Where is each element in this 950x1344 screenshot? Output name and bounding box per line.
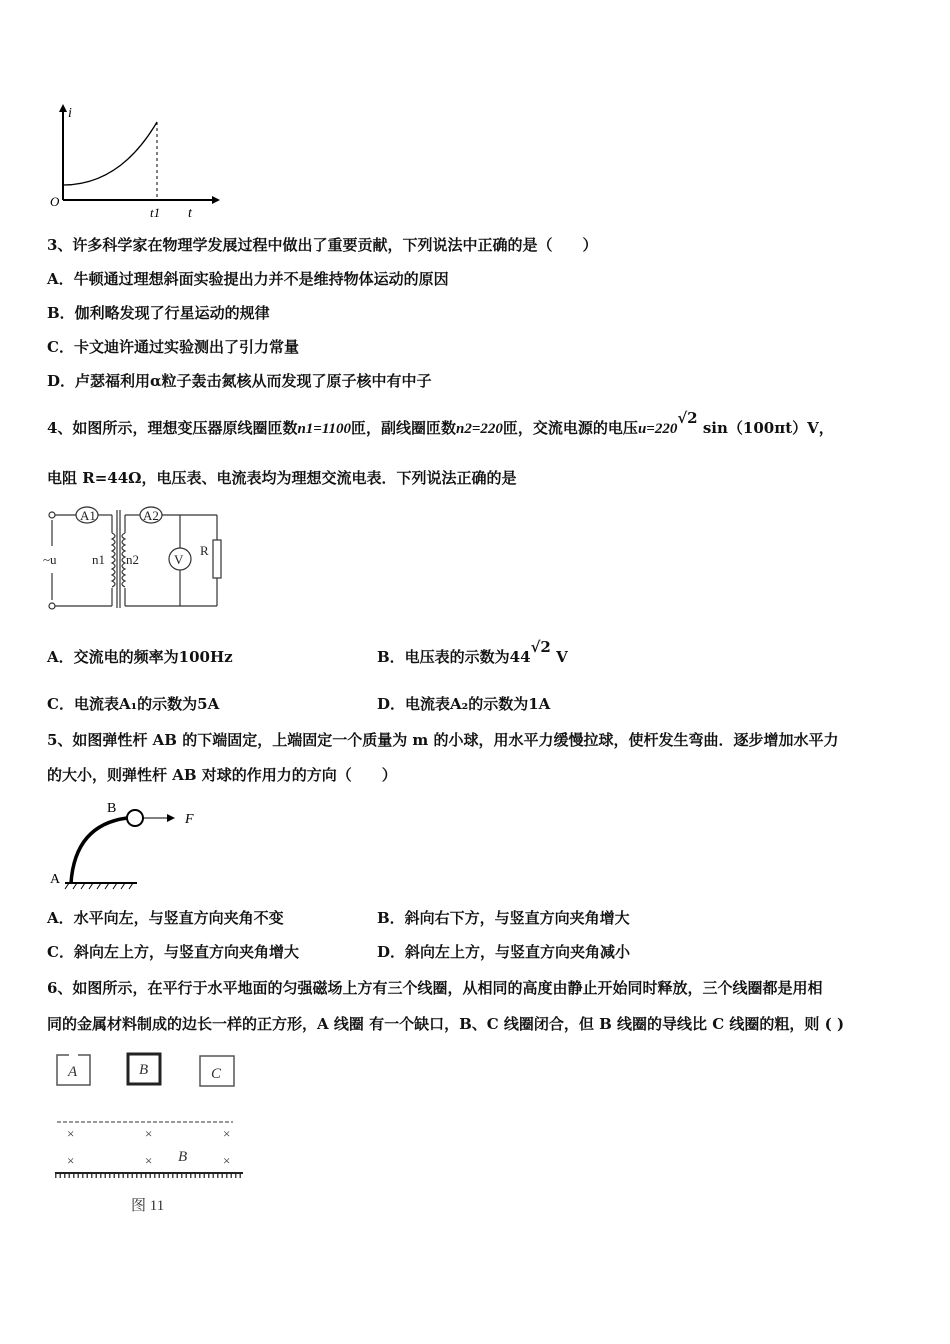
coil-c-label: C	[211, 1066, 222, 1082]
force-f-label: F	[185, 812, 194, 827]
q4-text: sin（100πt）V，	[702, 419, 834, 437]
field-b-label: B	[178, 1149, 188, 1165]
q4-n1: n1=1100	[297, 421, 352, 437]
field-cross: ×	[145, 1126, 153, 1141]
field-cross: ×	[223, 1126, 231, 1141]
ammeter-a2: A2	[143, 508, 159, 523]
figure-caption: 图 11	[131, 1198, 165, 1214]
q6-stem-line1: 6、如图所示，在平行于水平地面的匀强磁场上方有三个线圈，从相同的高度由静止开始同时释放，三个线圈都是用相	[47, 979, 823, 997]
resistor-label: R	[200, 543, 209, 558]
q4-option-a: A．交流电的频率为100Hz	[47, 648, 233, 666]
field-cross: ×	[223, 1153, 231, 1168]
q4-text: 4、如图所示，理想变压器原线圈匝数	[47, 419, 298, 437]
point-b-label: B	[107, 801, 117, 816]
q3-option-a: A．牛顿通过理想斜面实验提出力并不是维持物体运动的原因	[47, 270, 449, 288]
point-a-label: A	[50, 872, 61, 887]
transformer-circuit	[40, 498, 240, 613]
q5-stem-line2: 的大小，则弹性杆 AB 对球的作用力的方向（ ）	[47, 766, 397, 784]
unit: V	[556, 648, 568, 666]
q5-option-d: D．斜向左上方，与竖直方向夹角减小	[377, 943, 631, 961]
voltmeter: V	[174, 552, 184, 567]
ammeter-a1: A1	[80, 508, 96, 523]
t1-label: t1	[150, 205, 161, 220]
q3-option-d: D．卢瑟福利用α粒子轰击氮核从而发现了原子核中有中子	[47, 372, 432, 390]
q4-option-c: C．电流表A₁的示数为5A	[47, 695, 220, 713]
q4-n2: n2=220	[456, 421, 503, 437]
current-time-graph	[40, 100, 220, 225]
field-cross: ×	[67, 1126, 75, 1141]
elastic-rod-figure	[45, 795, 215, 895]
q6-stem-line2: 同的金属材料制成的边长一样的正方形，A 线圈 有一个缺口，B、C 线圈闭合，但 B 线圈的导线比 C 线圈的粗，则 ( )	[47, 1015, 845, 1033]
figure-11-coils	[45, 1045, 255, 1220]
sqrt2: √2	[530, 638, 551, 656]
q5-option-a: A．水平向左，与竖直方向夹角不变	[47, 909, 284, 927]
x-axis-label: t	[188, 206, 192, 221]
coil-a-label: A	[68, 1064, 78, 1080]
q4-option-d: D．电流表A₂的示数为1A	[377, 695, 551, 713]
n1-label: n1	[92, 552, 105, 567]
q3-stem: 3、许多科学家在物理学发展过程中做出了重要贡献，下列说法中正确的是（ ）	[47, 236, 598, 254]
field-cross: ×	[145, 1153, 153, 1168]
y-axis-label: i	[68, 106, 72, 121]
q4-text: 匝，副线圈匝数	[351, 419, 457, 437]
q4-stem-line2: 电阻 R=44Ω，电压表、电流表均为理想交流电表．下列说法正确的是	[47, 469, 517, 487]
q3-option-b: B．伽利略发现了行星运动的规律	[47, 304, 270, 322]
q5-option-c: C．斜向左上方，与竖直方向夹角增大	[47, 943, 299, 961]
origin-label: O	[50, 194, 60, 209]
q4-option-b	[377, 638, 568, 667]
n2-label: n2	[126, 552, 139, 567]
q4-text: 匝，交流电源的电压	[502, 419, 638, 437]
q4-option-b-text: B．电压表的示数为44	[377, 648, 531, 666]
source-label: ~u	[43, 552, 57, 567]
q4-stem-line1	[47, 409, 834, 439]
q3-option-c: C．卡文迪许通过实验测出了引力常量	[47, 338, 299, 356]
q5-option-b: B．斜向右下方，与竖直方向夹角增大	[377, 909, 630, 927]
field-cross: ×	[67, 1153, 75, 1168]
q5-stem-line1: 5、如图弹性杆 AB 的下端固定，上端固定一个质量为 m 的小球，用水平力缓慢拉球，使杆发生弯曲．逐步增加水平力	[47, 731, 839, 749]
sqrt2: √2	[677, 409, 698, 427]
q4-u: u=220	[637, 421, 678, 437]
coil-b-label: B	[139, 1062, 149, 1078]
